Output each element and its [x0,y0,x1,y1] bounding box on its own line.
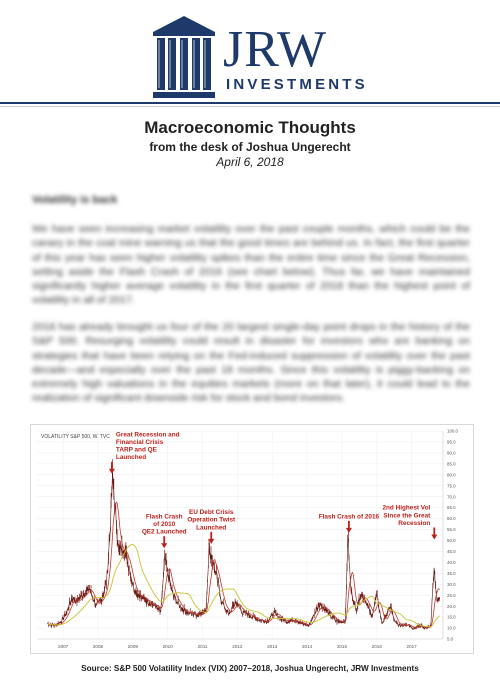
chart-annotation: QE2 Launched [141,528,187,536]
x-tick-label: 2010 [162,644,173,649]
chart-annotation: Great Recession and [115,431,180,439]
y-tick-label: 50.0 [447,538,456,544]
chart-annotation: 2nd Highest Vol [382,504,431,512]
chart-annotation: of 2010 [153,521,176,529]
x-tick-label: 2007 [58,644,69,649]
y-tick-label: 85.0 [447,461,456,467]
y-tick-label: 55.0 [447,527,456,533]
chart-annotation: Flash Crash [145,513,183,521]
y-tick-label: 100.0 [447,428,458,434]
y-tick-label: 45.0 [447,549,456,555]
y-tick-label: 10.0 [447,625,456,631]
x-tick-label: 2014 [301,644,313,649]
x-tick-label: 2017 [406,644,417,649]
y-tick-label: 20.0 [447,603,456,609]
body-paragraph-2: 2018 has already brought us four of the 20 largest single-day point drops in the history of the S&P 500. Resurging volatility could result in disaster for investors who are banking on strategies that have been relying on the Fed-induced suppression of volatility over the past decade—and especially over the past 18 months. Since this volatility is piggy-backing on extremely high valuations in the equities markets (more on that later), it could lead to the realization of significant downside risk for stock and bond investors. [32,321,470,405]
chart-annotation: Launched [115,454,147,462]
y-tick-label: 35.0 [447,570,456,576]
chart-annotation: EU Debt Crisis [189,509,234,517]
chart-annotation: Launched [196,524,227,532]
y-tick-label: 80.0 [447,472,456,478]
chart-annotation: Flash Crash of 2016 [318,513,380,521]
page-date: April 6, 2018 [216,155,284,169]
chart-title: VOLATILITY S&P 500, W, TVC [41,434,110,440]
vix-chart [30,424,474,654]
y-tick-label: 70.0 [447,494,456,500]
annotation-arrow-head [161,543,167,548]
logo-wordmark: JRW [223,21,328,78]
y-tick-label: 25.0 [447,592,456,598]
sma-50-line [48,502,440,628]
header-rule-thin [0,106,500,107]
chart-annotation: Financial Crisis [115,438,164,446]
logo-subtitle: INVESTMENTS [226,76,368,93]
body-paragraph-1: We have seen increasing market volatility over the past couple months, which could be the canary in the coal mine warning us that the good times are behind us. In fact, the first quarter of this year has seen higher volatility spikes than the entire time since the Great Recession, setting aside the Flash Crash of 2016 (see chart below). Thus far, we have maintained significantly higher average volatility in the first quarter of 2018 than the highest point of volatility in all of 2017. [32,223,470,307]
x-tick-label: 2016 [371,644,382,649]
column-logo-icon [153,16,215,98]
y-tick-label: 15.0 [447,614,456,620]
y-tick-label: 95.0 [447,439,456,445]
x-tick-label: 2012 [232,644,243,649]
chart-annotation: TARP and QE [115,446,157,454]
vix-chart-svg [31,425,473,653]
y-tick-label: 90.0 [447,450,456,456]
y-tick-label: 30.0 [447,581,456,587]
y-tick-label: 60.0 [447,516,456,522]
y-tick-label: 5.0 [447,636,454,642]
y-tick-label: 75.0 [447,483,456,489]
page-subtitle: from the desk of Joshua Ungerecht [149,140,351,154]
chart-annotation: Recession [398,519,431,527]
y-tick-label: 40.0 [447,559,456,565]
jrw-logo [153,16,368,98]
annotation-arrow-head [431,534,437,539]
chart-annotation: Since the Great [383,512,431,520]
x-tick-label: 2013 [267,644,278,649]
annotation-arrow-head [109,469,115,474]
y-tick-label: 65.0 [447,505,456,511]
annotation-arrow-head [346,528,352,533]
section-heading: Volatility is back [32,194,118,206]
chart-annotation: Operation Twist [187,516,236,524]
header-rule [0,102,500,104]
x-tick-label: 2009 [127,644,138,649]
chart-caption: Source: S&P 500 Volatility Index (VIX) 2007–2018, Joshua Ungerecht, JRW Investments [81,664,419,673]
x-tick-label: 2015 [336,644,348,649]
x-tick-label: 2008 [92,644,104,649]
x-tick-label: 2011 [197,644,208,649]
page-title: Macroeconomic Thoughts [144,118,356,137]
